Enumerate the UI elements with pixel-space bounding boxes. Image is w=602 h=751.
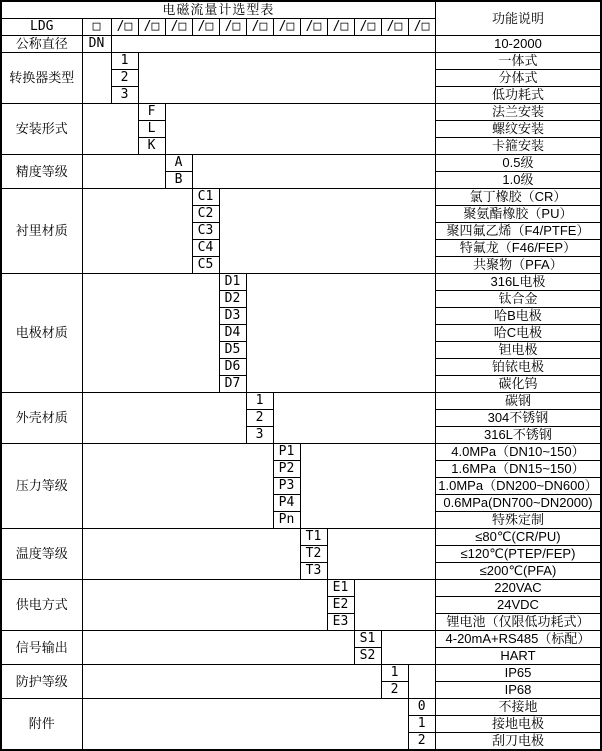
function-cell: 0.6MPa(DN700~DN2000) (435, 495, 601, 512)
filler-cell (82, 580, 327, 631)
function-cell: HART (435, 648, 601, 665)
code-cell: K (138, 138, 165, 155)
function-cell: 铂铱电极 (435, 359, 601, 376)
code-cell: S2 (354, 648, 381, 665)
category-label: 外壳材质 (1, 393, 82, 444)
category-label: 公称直径 (1, 36, 82, 53)
filler-cell (408, 665, 435, 699)
function-cell: 10-2000 (435, 36, 601, 53)
code-cell: S1 (354, 631, 381, 648)
code-cell: T3 (300, 563, 327, 580)
function-cell: 氯丁橡胶（CR） (435, 189, 601, 206)
code-cell: T1 (300, 529, 327, 546)
category-label: 附件 (1, 699, 82, 751)
function-cell: 锂电池（仅限低功耗式） (435, 614, 601, 631)
slash-box-placeholder: /□ (246, 19, 273, 36)
function-cell: 哈B电极 (435, 308, 601, 325)
category-label: 电极材质 (1, 274, 82, 393)
filler-cell (82, 274, 219, 393)
filler-cell (327, 529, 435, 580)
function-cell: 钛合金 (435, 291, 601, 308)
category-label: 衬里材质 (1, 189, 82, 274)
function-cell: 一体式 (435, 53, 601, 70)
filler-cell (82, 104, 138, 155)
code-cell: E3 (327, 614, 354, 631)
table-title: 电磁流量计选型表 (1, 1, 435, 19)
code-cell: L (138, 121, 165, 138)
code-cell: 0 (408, 699, 435, 716)
function-cell: IP68 (435, 682, 601, 699)
code-cell: Pn (273, 512, 300, 529)
slash-box-placeholder: /□ (219, 19, 246, 36)
slash-box-placeholder: /□ (408, 19, 435, 36)
function-cell: 螺纹安装 (435, 121, 601, 138)
function-cell: 钽电极 (435, 342, 601, 359)
function-cell: 1.0级 (435, 172, 601, 189)
category-label: 安装形式 (1, 104, 82, 155)
function-cell: 法兰安装 (435, 104, 601, 121)
code-cell: E1 (327, 580, 354, 597)
filler-cell (82, 631, 354, 665)
code-cell: 2 (381, 682, 408, 699)
function-cell: 特氟龙（F46/FEP） (435, 240, 601, 257)
code-cell: A (165, 155, 192, 172)
function-cell: 接地电极 (435, 716, 601, 733)
function-cell: 碳钢 (435, 393, 601, 410)
code-cell: D1 (219, 274, 246, 291)
filler-cell (82, 529, 300, 580)
code-cell: C5 (192, 257, 219, 274)
filler-cell (111, 36, 435, 53)
category-label: 精度等级 (1, 155, 82, 189)
category-label: 温度等级 (1, 529, 82, 580)
filler-cell (165, 104, 435, 155)
code-cell: B (165, 172, 192, 189)
code-cell: D3 (219, 308, 246, 325)
filler-cell (82, 53, 111, 104)
function-cell: 不接地 (435, 699, 601, 716)
function-cell: 1.6MPa（DN15~150） (435, 461, 601, 478)
code-cell: D2 (219, 291, 246, 308)
function-cell: 聚氨酯橡胶（PU） (435, 206, 601, 223)
slash-box-placeholder: /□ (300, 19, 327, 36)
function-cell: 4-20mA+RS485（标配） (435, 631, 601, 648)
code-cell: P1 (273, 444, 300, 461)
code-cell: D5 (219, 342, 246, 359)
category-label: 防护等级 (1, 665, 82, 699)
function-cell: ≤200℃(PFA) (435, 563, 601, 580)
filler-cell (82, 189, 192, 274)
code-cell: F (138, 104, 165, 121)
function-cell: 哈C电极 (435, 325, 601, 342)
filler-cell (82, 699, 408, 751)
code-cell: DN (82, 36, 111, 53)
filler-cell (246, 274, 435, 393)
code-cell: C3 (192, 223, 219, 240)
model-prefix: LDG (1, 19, 82, 36)
function-cell: 1.0MPa（DN200~DN600） (435, 478, 601, 495)
function-column-header: 功能说明 (435, 1, 601, 36)
filler-cell (300, 444, 435, 529)
function-cell: 304不锈钢 (435, 410, 601, 427)
function-cell: 卡箍安装 (435, 138, 601, 155)
code-cell: 3 (246, 427, 273, 444)
code-box-placeholder: □ (82, 19, 111, 36)
function-cell: 共聚物（PFA） (435, 257, 601, 274)
code-cell: C4 (192, 240, 219, 257)
function-cell: 220VAC (435, 580, 601, 597)
code-cell: D6 (219, 359, 246, 376)
function-cell: ≤120℃(PTEP/FEP) (435, 546, 601, 563)
code-cell: P3 (273, 478, 300, 495)
slash-box-placeholder: /□ (165, 19, 192, 36)
function-cell: 0.5级 (435, 155, 601, 172)
slash-box-placeholder: /□ (381, 19, 408, 36)
code-cell: T2 (300, 546, 327, 563)
function-cell: 316L不锈钢 (435, 427, 601, 444)
code-cell: 1 (246, 393, 273, 410)
filler-cell (192, 155, 435, 189)
filler-cell (82, 665, 381, 699)
code-cell: C1 (192, 189, 219, 206)
code-cell: 3 (111, 87, 138, 104)
function-cell: 碳化钨 (435, 376, 601, 393)
function-cell: 4.0MPa（DN10~150） (435, 444, 601, 461)
function-cell: 316L电极 (435, 274, 601, 291)
function-cell: 24VDC (435, 597, 601, 614)
filler-cell (82, 393, 246, 444)
function-cell: IP65 (435, 665, 601, 682)
slash-box-placeholder: /□ (192, 19, 219, 36)
filler-cell (273, 393, 435, 444)
function-cell: ≤80℃(CR/PU) (435, 529, 601, 546)
code-cell: P2 (273, 461, 300, 478)
slash-box-placeholder: /□ (354, 19, 381, 36)
function-cell: 刮刀电极 (435, 733, 601, 751)
code-cell: D4 (219, 325, 246, 342)
code-cell: D7 (219, 376, 246, 393)
category-label: 供电方式 (1, 580, 82, 631)
function-cell: 特殊定制 (435, 512, 601, 529)
filler-cell (82, 155, 165, 189)
code-cell: 1 (408, 716, 435, 733)
function-cell: 聚四氟乙烯（F4/PTFE） (435, 223, 601, 240)
category-label: 压力等级 (1, 444, 82, 529)
code-cell: 1 (111, 53, 138, 70)
filler-cell (82, 444, 273, 529)
function-cell: 分体式 (435, 70, 601, 87)
code-cell: 2 (408, 733, 435, 751)
slash-box-placeholder: /□ (327, 19, 354, 36)
filler-cell (381, 631, 435, 665)
code-cell: 2 (111, 70, 138, 87)
filler-cell (219, 189, 435, 274)
code-cell: 2 (246, 410, 273, 427)
category-label: 信号输出 (1, 631, 82, 665)
function-cell: 低功耗式 (435, 87, 601, 104)
slash-box-placeholder: /□ (138, 19, 165, 36)
code-cell: C2 (192, 206, 219, 223)
filler-cell (138, 53, 435, 104)
filler-cell (354, 580, 435, 631)
slash-box-placeholder: /□ (273, 19, 300, 36)
code-cell: E2 (327, 597, 354, 614)
code-cell: P4 (273, 495, 300, 512)
category-label: 转换器类型 (1, 53, 82, 104)
code-cell: 1 (381, 665, 408, 682)
slash-box-placeholder: /□ (111, 19, 138, 36)
